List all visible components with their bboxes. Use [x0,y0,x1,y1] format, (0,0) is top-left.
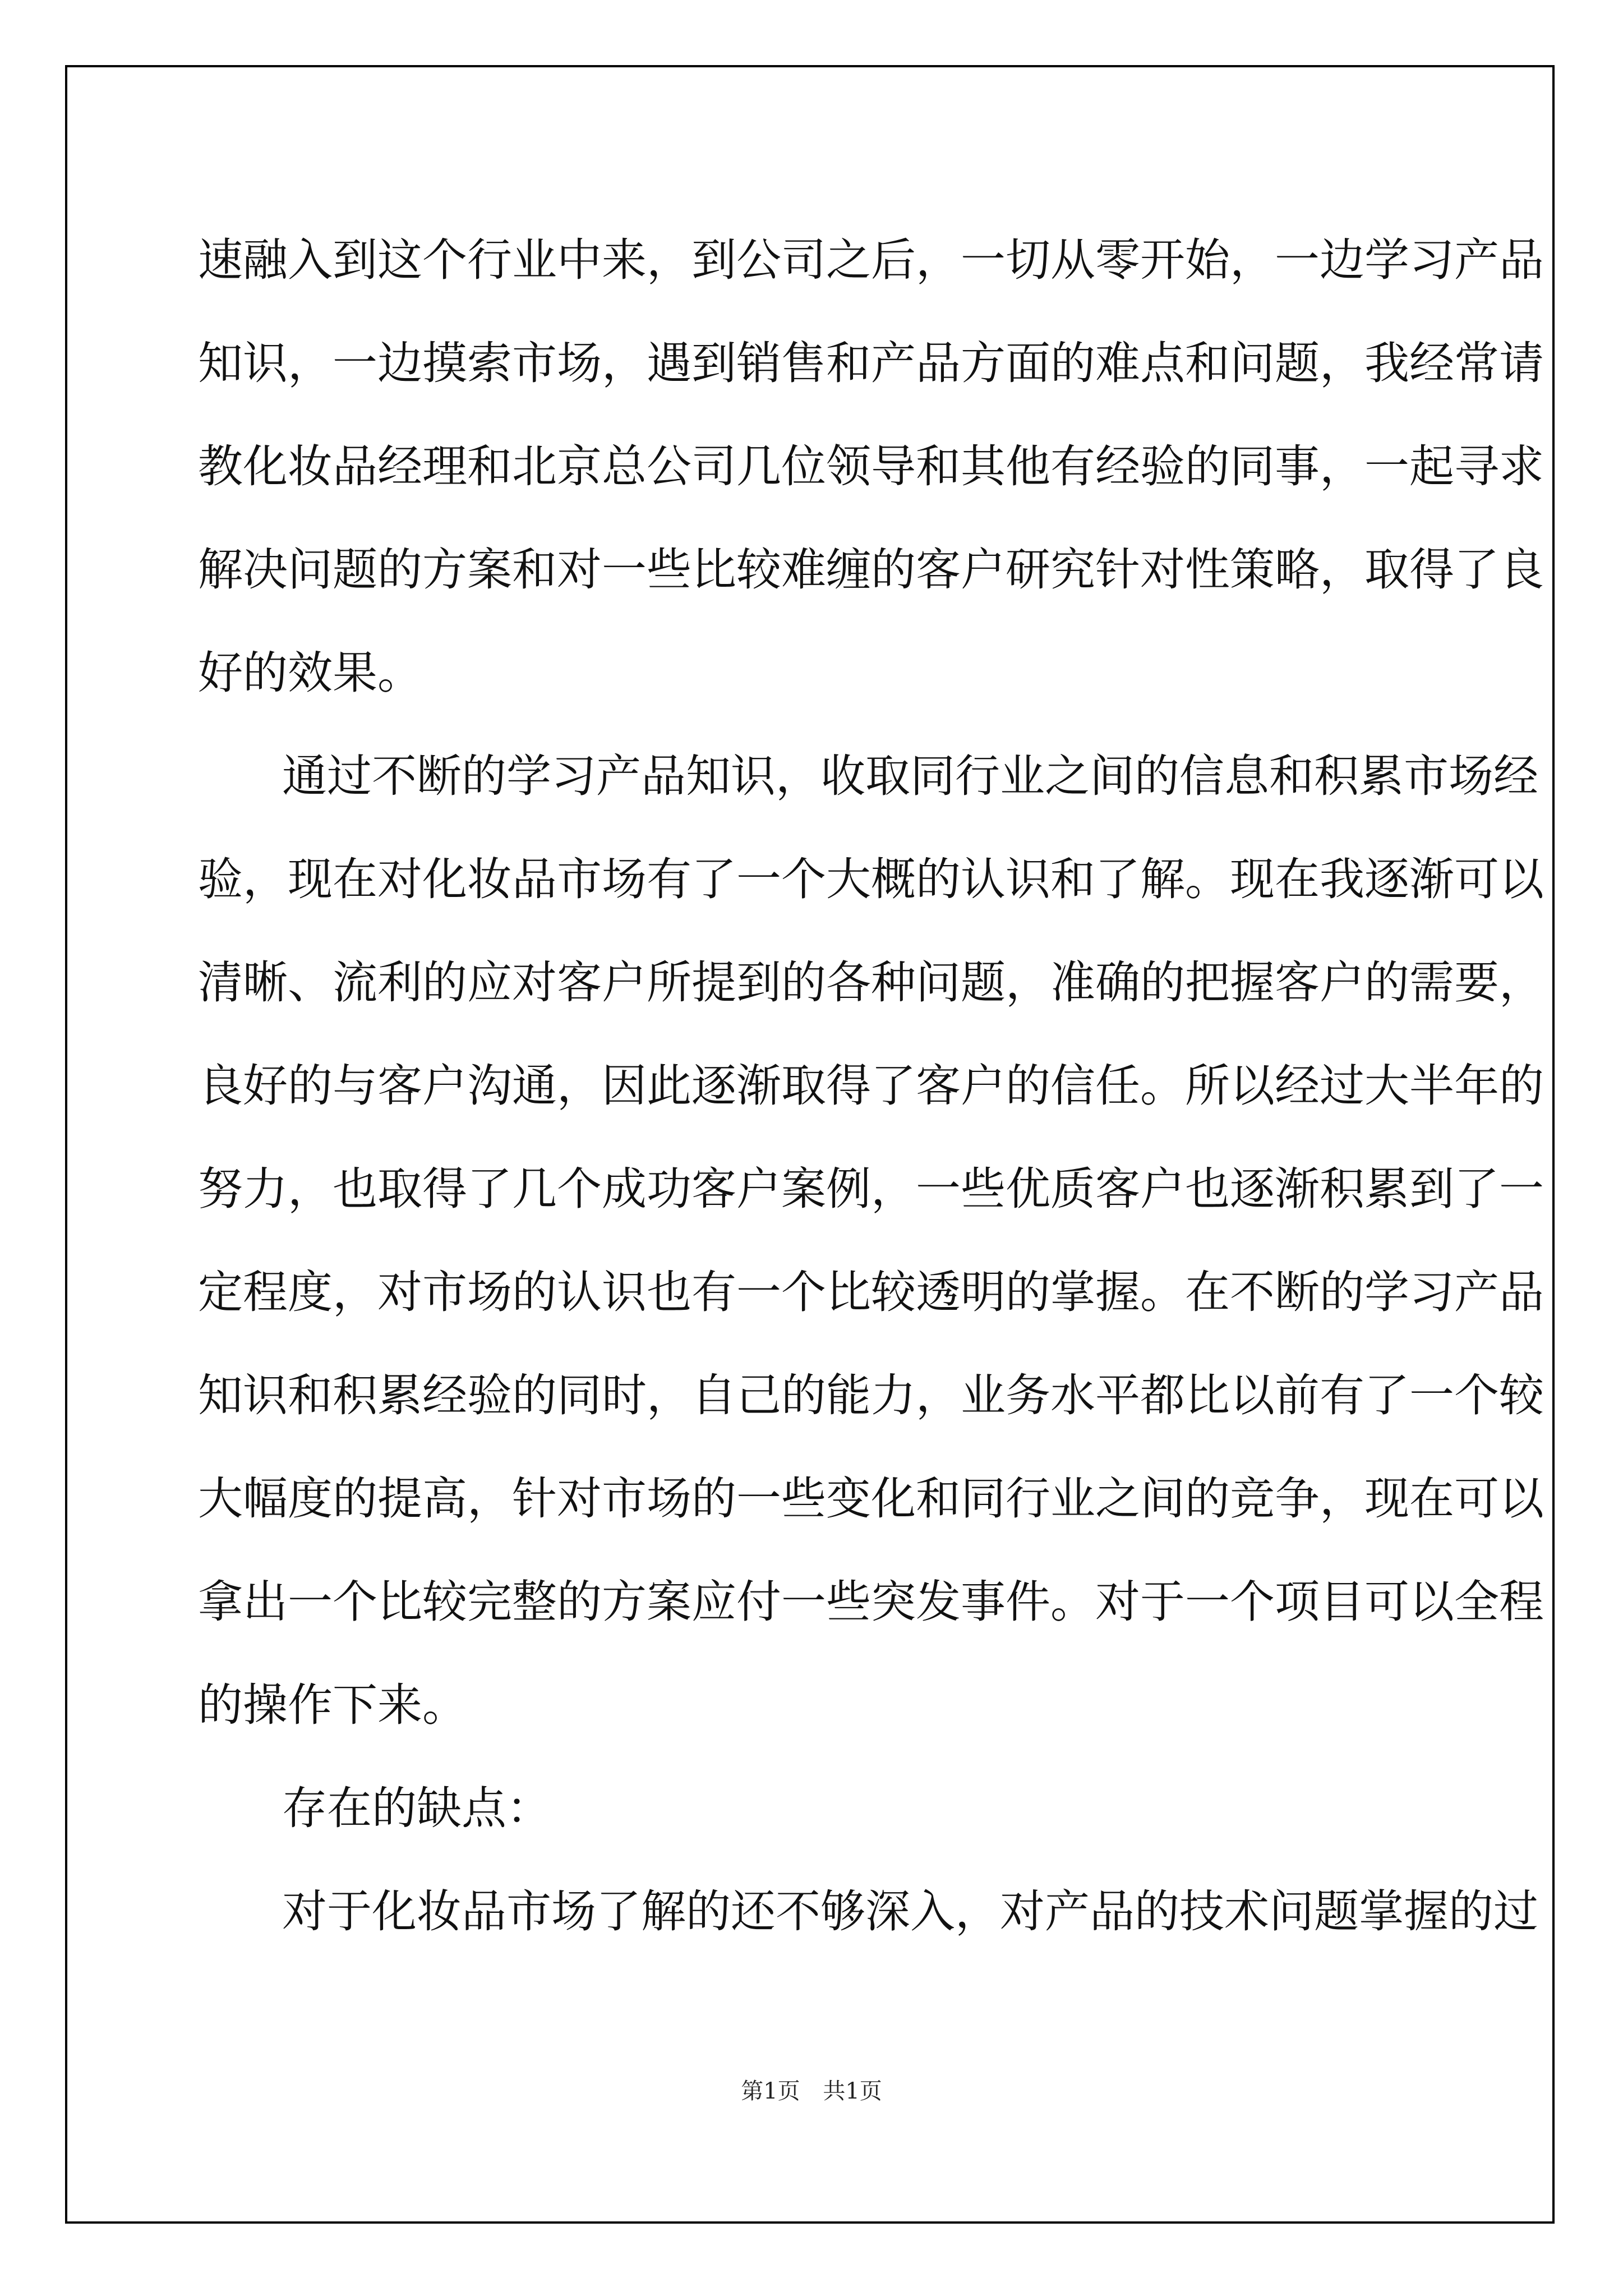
paragraph-line: 教化妆品经理和北京总公司几位领导和其他有经验的同事，一起寻求 [198,440,1544,493]
page-footer [0,2073,1623,2105]
paragraph-line: 努力，也取得了几个成功客户案例，一些优质客户也逐渐积累到了一 [198,1163,1544,1215]
paragraph-line: 解决问题的方案和对一些比较难缠的客户研究针对性策略，取得了良 [198,544,1544,596]
paragraph-line: 对于化妆品市场了解的还不够深入，对产品的技术问题掌握的过 [282,1885,1538,1938]
paragraph-line: 良好的与客户沟通，因此逐渐取得了客户的信任。所以经过大半年的 [198,1060,1544,1112]
document-body [198,209,1544,1963]
paragraph-line: 通过不断的学习产品知识，收取同行业之间的信息和积累市场经 [282,750,1538,802]
paragraph-line: 拿出一个比较完整的方案应付一些突发事件。对于一个项目可以全程 [198,1576,1544,1628]
page-number: 第1页 [741,2078,800,2104]
paragraph-line: 大幅度的提高，针对市场的一些变化和同行业之间的竞争，现在可以 [198,1473,1544,1525]
paragraph-line: 的操作下来。 [198,1679,467,1731]
paragraph-line: 清晰、流利的应对客户所提到的各种问题，准确的把握客户的需要， [198,956,1544,1009]
paragraph-line: 知识，一边摸索市场，遇到销售和产品方面的难点和问题，我经常请 [198,337,1544,389]
paragraph-line: 知识和积累经验的同时，自己的能力，业务水平都比以前有了一个较 [198,1369,1544,1421]
total-pages: 共1页 [823,2078,882,2104]
paragraph-line: 验，现在对化妆品市场有了一个大概的认识和了解。现在我逐渐可以 [198,853,1544,905]
paragraph-line: 好的效果。 [198,647,422,699]
paragraph-line: 定程度，对市场的认识也有一个比较透明的掌握。在不断的学习产品 [198,1266,1544,1318]
paragraph-line: 速融入到这个行业中来，到公司之后，一切从零开始，一边学习产品 [198,234,1544,286]
section-heading: 存在的缺点： [282,1782,551,1834]
